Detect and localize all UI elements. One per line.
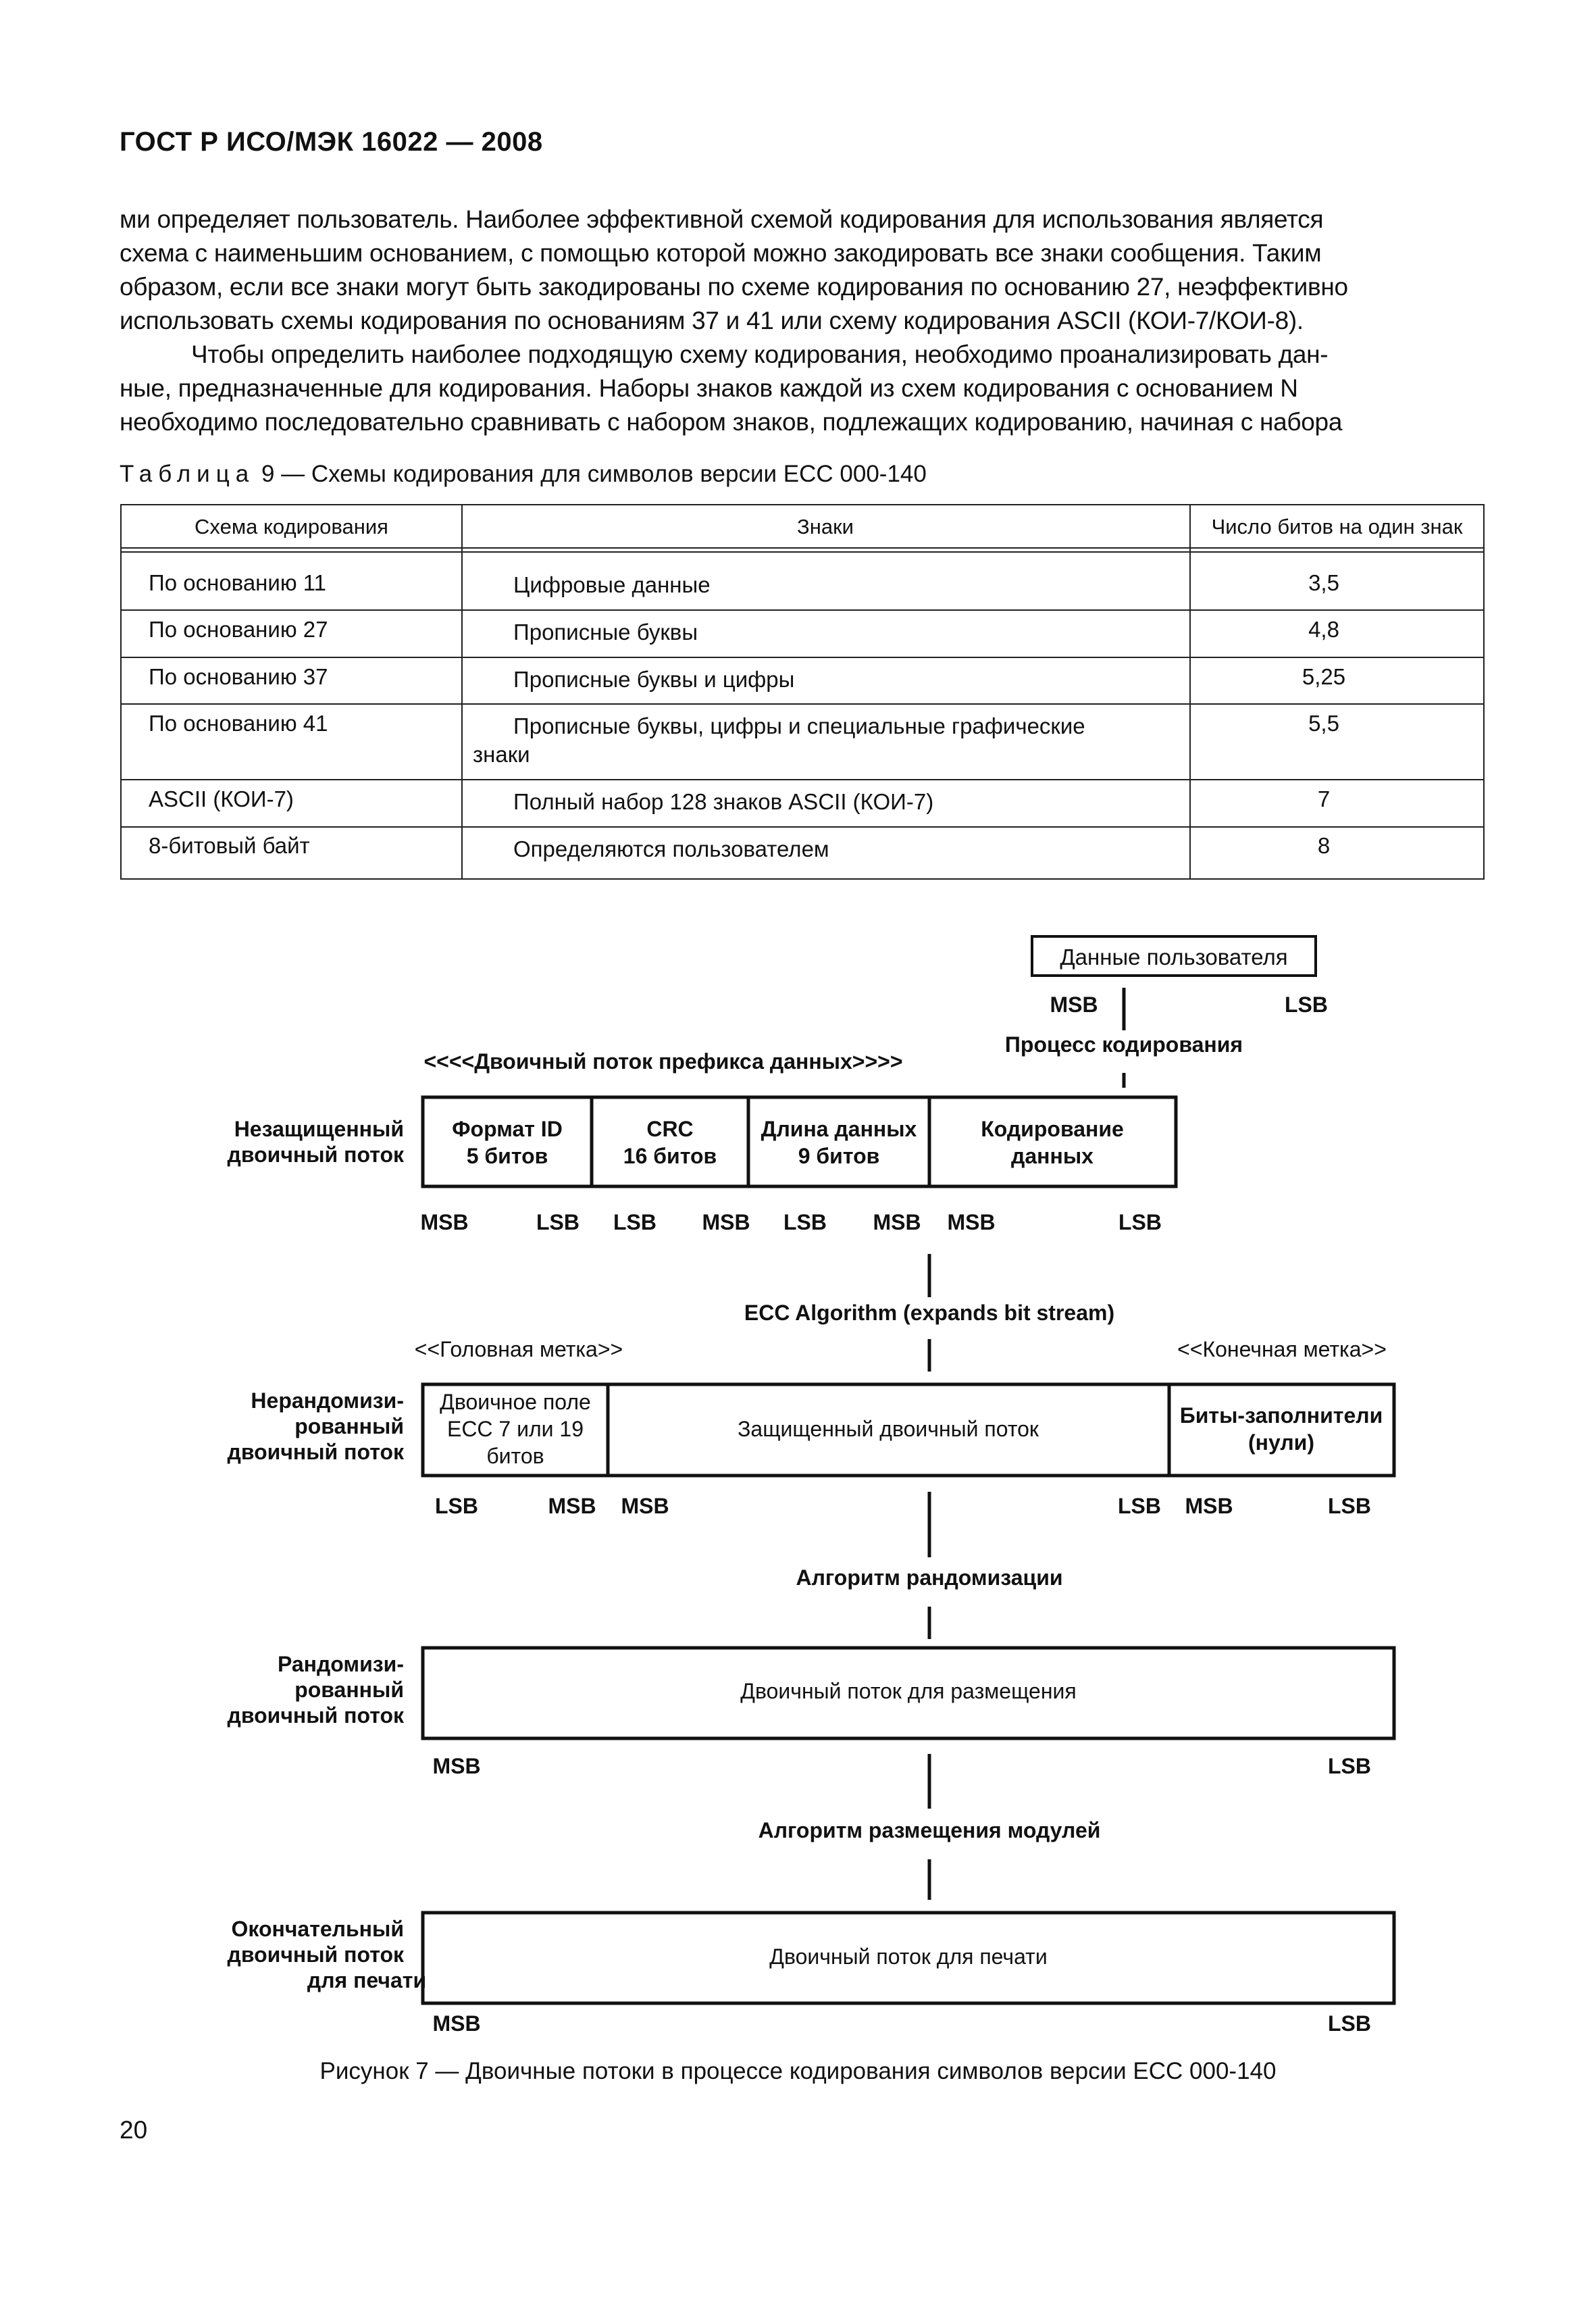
head-mark-label: <<Головная метка>> bbox=[414, 1337, 623, 1361]
prefix-stream-label: <<<<Двоичный поток префикса данных>>>> bbox=[423, 1049, 903, 1074]
msb-label: MSB bbox=[947, 1210, 996, 1234]
randomized-label: рованный bbox=[294, 1678, 404, 1702]
msb-label: MSB bbox=[432, 2011, 481, 2036]
figure-caption: Рисунок 7 — Двоичные потоки в процессе кодирования символов версии ЕСС 000-140 bbox=[319, 2058, 1277, 2084]
scheme-cell: По основанию 27 bbox=[149, 617, 328, 642]
placement-stream-cell: Двоичный поток для размещения bbox=[740, 1679, 1077, 1703]
nonrandomized-label: Нерандомизи- bbox=[251, 1388, 404, 1413]
msb-label: MSB bbox=[548, 1494, 596, 1518]
ecc-field-cell: битов bbox=[486, 1444, 544, 1468]
print-stream-cell: Двоичный поток для печати bbox=[769, 1944, 1048, 1969]
paragraph-line: необходимо последовательно сравнивать с набором знаков, подлежащих кодированию, начиная с набора bbox=[120, 408, 1343, 436]
paragraph-line: Чтобы определить наиболее подходящую схему кодирования, необходимо проанализировать дан- bbox=[191, 341, 1329, 368]
chars-cell: Прописные буквы, цифры и специальные графические bbox=[513, 713, 1085, 738]
ecc-field-cell: ЕСС 7 или 19 bbox=[446, 1417, 584, 1441]
bits-cell: 5,25 bbox=[1302, 664, 1346, 689]
randomized-label: Рандомизи- bbox=[277, 1652, 404, 1676]
table-caption-label: Таблица bbox=[120, 461, 255, 487]
paragraph-line: образом, если все знаки могут быть закодированы по схеме кодирования по основанию 27, неэффективно bbox=[120, 273, 1348, 301]
chars-cell: Определяются пользователем bbox=[513, 836, 829, 861]
chars-cell: Полный набор 128 знаков ASCII (КОИ-7) bbox=[513, 789, 934, 814]
chars-cell: Прописные буквы и цифры bbox=[513, 667, 795, 692]
paragraph-line: схема с наименьшим основанием, с помощью которой можно закодировать все знаки сообщения. Таким bbox=[120, 239, 1322, 267]
lsb-label: LSB bbox=[536, 1210, 580, 1234]
scheme-cell: ASCII (КОИ-7) bbox=[149, 786, 294, 811]
lsb-label: LSB bbox=[435, 1494, 478, 1518]
encoding-process-label: Процесс кодирования bbox=[1004, 1032, 1243, 1057]
paragraph-line: ми определяет пользователь. Наиболее эффективной схемой кодирования для использования является bbox=[120, 205, 1324, 233]
module-placement-algorithm-label: Алгоритм размещения модулей bbox=[758, 1818, 1101, 1842]
final-stream-label: Окончательный bbox=[231, 1917, 404, 1941]
protected-stream-cell: Защищенный двоичный поток bbox=[738, 1417, 1039, 1441]
crc-cell: CRC bbox=[646, 1117, 694, 1141]
msb-label: MSB bbox=[1050, 992, 1098, 1017]
scheme-cell: По основанию 41 bbox=[149, 711, 328, 736]
chars-cell-continuation: знаки bbox=[473, 742, 530, 767]
unprotected-label: двоичный поток bbox=[227, 1142, 404, 1167]
data-length-cell: 9 битов bbox=[798, 1144, 880, 1168]
msb-label: MSB bbox=[621, 1494, 669, 1518]
randomization-algorithm-label: Алгоритм рандомизации bbox=[796, 1565, 1063, 1590]
unprotected-label: Незащищенный bbox=[234, 1117, 404, 1141]
table-caption-text: 9 — Схемы кодирования для символов версии ЕСС 000-140 bbox=[255, 461, 927, 487]
bits-cell: 3,5 bbox=[1308, 570, 1339, 595]
msb-label: MSB bbox=[873, 1210, 921, 1234]
encoding-schemes-table bbox=[120, 504, 1485, 880]
tail-mark-label: <<Конечная метка>> bbox=[1177, 1337, 1387, 1361]
nonrandomized-label: рованный bbox=[294, 1414, 404, 1438]
lsb-label: LSB bbox=[1118, 1210, 1162, 1234]
data-encoding-cell: Кодирование bbox=[981, 1117, 1124, 1141]
msb-label: MSB bbox=[702, 1210, 750, 1234]
msb-label: MSB bbox=[420, 1210, 469, 1234]
ecc-field-cell: Двоичное поле bbox=[440, 1390, 591, 1414]
column-header-scheme: Схема кодирования bbox=[195, 515, 388, 538]
padding-bits-cell: (нули) bbox=[1247, 1430, 1315, 1455]
data-encoding-cell: данных bbox=[1011, 1144, 1093, 1168]
paragraph-line: использовать схемы кодирования по основаниям 37 и 41 или схему кодирования ASCII (КОИ-7/КОИ-8). bbox=[120, 307, 1304, 334]
document-header: ГОСТ Р ИСО/МЭК 16022 — 2008 bbox=[120, 127, 543, 157]
lsb-label: LSB bbox=[613, 1210, 657, 1234]
scheme-cell: 8-битовый байт bbox=[149, 833, 310, 858]
final-stream-label: для печати bbox=[307, 1968, 427, 1992]
lsb-label: LSB bbox=[1328, 1494, 1371, 1518]
crc-cell: 16 битов bbox=[623, 1144, 717, 1168]
lsb-label: LSB bbox=[1285, 992, 1328, 1017]
final-stream-label: двоичный поток bbox=[227, 1942, 404, 1967]
unprotected-stream-box bbox=[423, 1097, 1176, 1186]
column-header-chars: Знаки bbox=[797, 515, 854, 538]
lsb-label: LSB bbox=[783, 1210, 827, 1234]
scheme-cell: По основанию 37 bbox=[149, 664, 328, 689]
bits-cell: 5,5 bbox=[1308, 711, 1339, 736]
bits-cell: 4,8 bbox=[1308, 617, 1339, 642]
bits-cell: 8 bbox=[1317, 833, 1331, 858]
lsb-label: LSB bbox=[1118, 1494, 1161, 1518]
chars-cell: Цифровые данные bbox=[513, 572, 711, 597]
page-number: 20 bbox=[120, 2116, 148, 2144]
user-data-label: Данные пользователя bbox=[1060, 945, 1288, 970]
padding-bits-cell: Биты-заполнители bbox=[1179, 1403, 1383, 1428]
format-id-cell: Формат ID bbox=[452, 1117, 563, 1141]
bitstream-diagram bbox=[0, 919, 1596, 2054]
format-id-cell: 5 битов bbox=[466, 1144, 548, 1168]
paragraph-line: ные, предназначенные для кодирования. Наборы знаков каждой из схем кодирования с основанием N bbox=[120, 374, 1298, 402]
scheme-cell: По основанию 11 bbox=[149, 570, 327, 595]
ecc-algorithm-label: ECC Algorithm (expands bit stream) bbox=[744, 1301, 1115, 1325]
paragraph-2 bbox=[120, 338, 1482, 439]
column-header-bits: Число битов на один знак bbox=[1211, 515, 1463, 538]
nonrandomized-label: двоичный поток bbox=[227, 1440, 404, 1464]
table-caption bbox=[120, 461, 927, 488]
lsb-label: LSB bbox=[1328, 1754, 1371, 1778]
chars-cell: Прописные буквы bbox=[513, 620, 698, 645]
data-length-cell: Длина данных bbox=[761, 1117, 917, 1141]
msb-label: MSB bbox=[1185, 1494, 1233, 1518]
randomized-label: двоичный поток bbox=[227, 1703, 404, 1728]
paragraph-1 bbox=[120, 203, 1482, 338]
msb-label: MSB bbox=[432, 1754, 481, 1778]
bits-cell: 7 bbox=[1317, 786, 1331, 811]
lsb-label: LSB bbox=[1328, 2011, 1371, 2036]
